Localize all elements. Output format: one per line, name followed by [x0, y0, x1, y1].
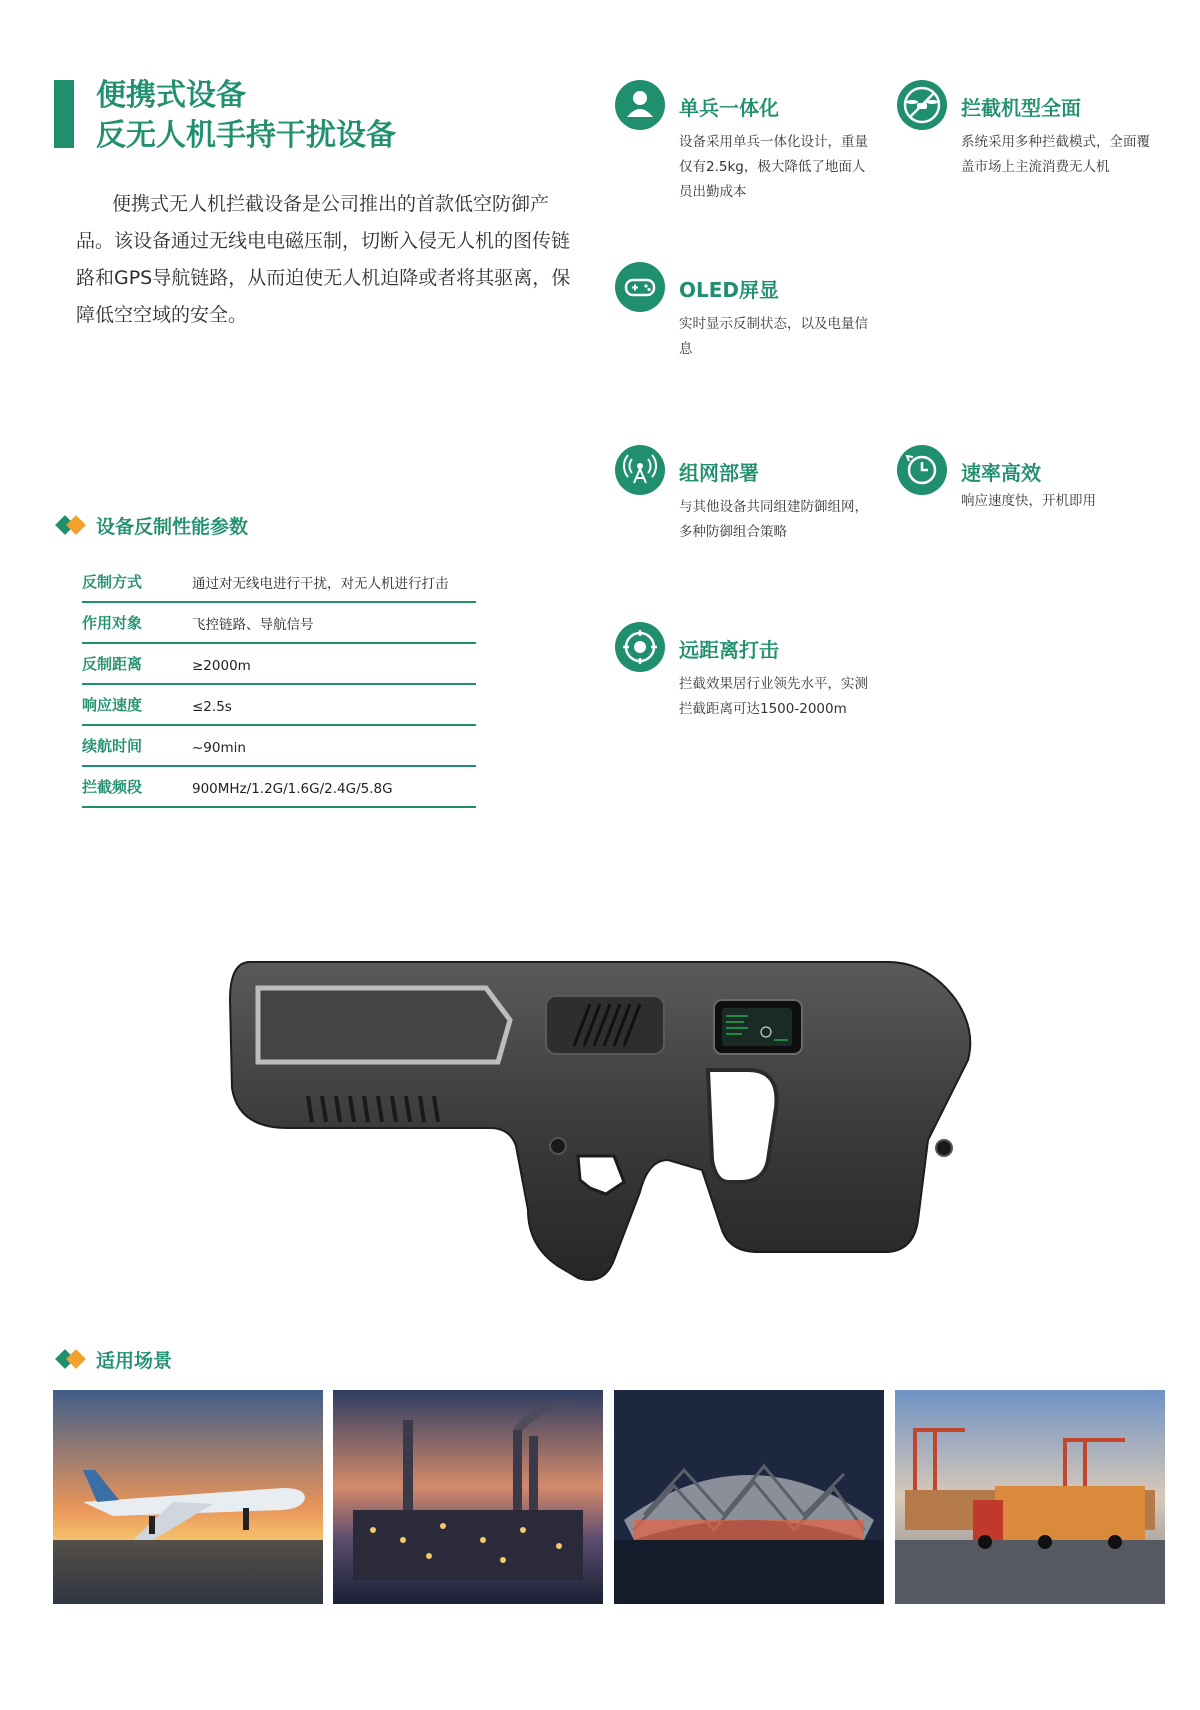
feature-title: 组网部署 — [679, 461, 759, 485]
spec-value: 900MHz/1.2G/1.6G/2.4G/5.8G — [192, 781, 393, 797]
spec-value: 通过对无线电进行干扰，对无人机进行打击 — [192, 576, 449, 592]
spec-label: 续航时间 — [82, 737, 143, 755]
device-image — [228, 960, 980, 1290]
spec-label: 反制方式 — [82, 573, 143, 591]
feature-title: 单兵一体化 — [679, 96, 779, 120]
scenes-heading-text: 适用场景 — [96, 1350, 173, 1372]
page-title — [96, 76, 396, 156]
specs-table — [82, 562, 476, 808]
feature-title: 远距离打击 — [679, 638, 779, 662]
soldier-icon — [615, 80, 665, 130]
table-row — [82, 562, 476, 603]
spec-value: ~90min — [192, 740, 246, 756]
intro-paragraph: 便携式无人机拦截设备是公司推出的首款低空防御产品。该设备通过无线电电磁压制，切断入侵无人机的图传链路和GPS导航链路，从而迫使无人机迫降或者将其驱离，保障低空空域的安全。 — [76, 193, 571, 326]
drone-icon — [897, 80, 947, 130]
specs-heading-text: 设备反制性能参数 — [96, 516, 249, 538]
stadium-scene-image — [614, 1390, 884, 1604]
feature-desc: 系统采用多种拦截模式，全面覆盖市场上主流消费无人机 — [961, 134, 1150, 175]
table-row — [82, 767, 476, 808]
table-row — [82, 644, 476, 685]
feature-title: OLED屏显 — [679, 278, 780, 302]
spec-value: 飞控链路、导航信号 — [192, 617, 314, 633]
gamepad-icon — [615, 262, 665, 312]
diamond-icon — [66, 515, 86, 535]
title-line-1: 便携式设备 — [96, 78, 246, 113]
target-icon — [615, 622, 665, 672]
antenna-icon — [615, 445, 665, 495]
title-line-2: 反无人机手持干扰设备 — [96, 118, 396, 153]
feature-desc: 与其他设备共同组建防御组网，多种防御组合策略 — [679, 499, 868, 540]
spec-value: ≤2.5s — [192, 699, 232, 715]
table-row — [82, 603, 476, 644]
table-row — [82, 726, 476, 767]
spec-label: 响应速度 — [82, 696, 143, 714]
airport-scene-image — [53, 1390, 323, 1604]
port-logistics-scene-image — [895, 1390, 1165, 1604]
industrial-plant-scene-image — [333, 1390, 603, 1604]
table-row — [82, 685, 476, 726]
feature-desc: 拦截效果居行业领先水平，实测拦截距离可达1500-2000m — [679, 676, 868, 717]
feature-title: 速率高效 — [961, 461, 1041, 485]
spec-label: 作用对象 — [82, 614, 143, 632]
spec-label: 反制距离 — [82, 655, 143, 673]
clock-icon — [897, 445, 947, 495]
feature-desc: 设备采用单兵一体化设计，重量仅有2.5kg，极大降低了地面人员出勤成本 — [679, 134, 868, 200]
diamond-icon — [66, 1349, 86, 1369]
feature-title: 拦截机型全面 — [961, 96, 1081, 120]
title-accent-bar — [54, 80, 74, 148]
feature-desc: 响应速度快，开机即用 — [961, 493, 1096, 509]
spec-value: ≥2000m — [192, 658, 251, 674]
feature-desc: 实时显示反制状态，以及电量信息 — [679, 316, 868, 357]
spec-label: 拦截频段 — [82, 778, 143, 796]
